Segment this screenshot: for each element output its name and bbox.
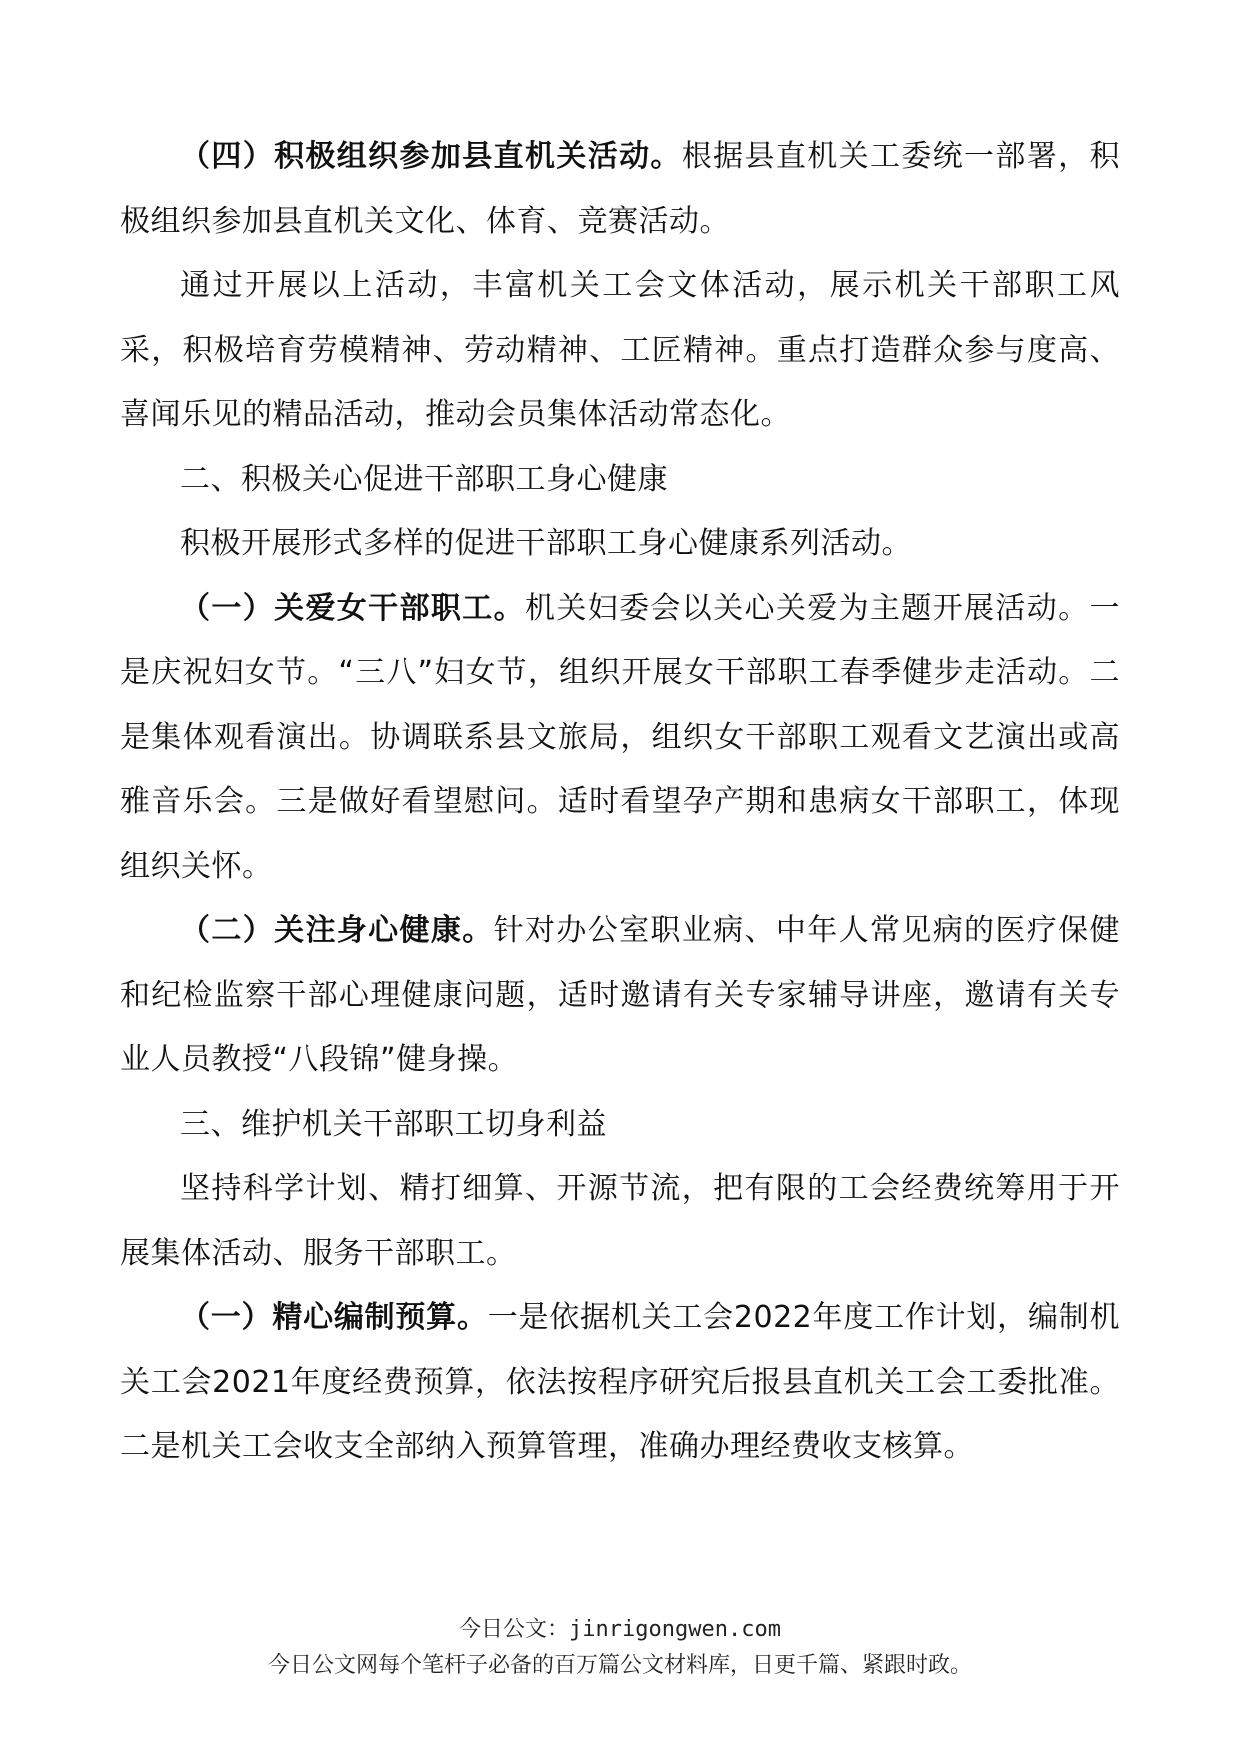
paragraph-health-care [120, 899, 1120, 1093]
paragraph-activities-4 [120, 125, 1120, 254]
paragraph-text: 积极开展形式多样的促进干部职工身心健康系列活动。 [180, 526, 912, 561]
paragraph-heading: （二）关注身心健康。 [180, 913, 494, 948]
paragraph-funds-intro [120, 1157, 1120, 1286]
paragraph-budget [120, 1286, 1120, 1480]
footer-site-label: 今日公文： [459, 1617, 570, 1642]
document-body [120, 125, 1120, 1480]
section-heading-2 [120, 448, 1120, 513]
section-heading-text: 三、维护机关干部职工切身利益 [180, 1106, 607, 1142]
paragraph-text: 机关妇委会以关心关爱为主题开展活动。一是庆祝妇女节。“三八”妇女节，组织开展女干部职工春季健步走活动。二是集体观看演出。协调联系县文旅局，组织女干部职工观看文艺演出或高雅音乐会。三是做好看望慰问。适时看望孕产期和患病女干部职工，体现组织关怀。 [120, 590, 1121, 884]
paragraph-text: 通过开展以上活动，丰富机关工会文体活动，展示机关干部职工风采，积极培育劳模精神、劳动精神、工匠精神。重点打造群众参与度高、喜闻乐见的精品活动，推动会员集体活动常态化。 [120, 268, 1120, 432]
paragraph-text: 根据县直机关工委统一部署，积极组织参加县直机关文化、体育、竞赛活动。 [120, 139, 1121, 239]
section-heading-3 [120, 1093, 1120, 1158]
paragraph-heading: （四）积极组织参加县直机关活动。 [180, 139, 682, 174]
section-heading-text: 二、积极关心促进干部职工身心健康 [180, 461, 668, 497]
paragraph-health-intro [120, 512, 1120, 577]
paragraph-heading: （一）精心编制预算。 [180, 1300, 488, 1335]
paragraph-summary [120, 254, 1120, 448]
footer-site-line [0, 1612, 1240, 1643]
paragraph-text: 针对办公室职业病、中年人常见病的医疗保健和纪检监察干部心理健康问题，适时邀请有关专家辅导讲座，邀请有关专业人员教授“八段锦”健身操。 [120, 913, 1121, 1077]
paragraph-women-care [120, 577, 1120, 900]
footer-site-link[interactable]: jinrigongwen.com [569, 1617, 781, 1642]
paragraph-text: 坚持科学计划、精打细算、开源节流，把有限的工会经费统筹用于开展集体活动、服务干部职工。 [120, 1171, 1120, 1271]
paragraph-heading: （一）关爱女干部职工。 [180, 590, 525, 626]
footer-slogan: 今日公文网每个笔杆子必备的百万篇公文材料库，日更千篇、紧跟时政。 [267, 1653, 972, 1678]
paragraph-text: 一是依据机关工会2022年度工作计划，编制机关工会2021年度经费预算，依法按程序研究后报县直机关工会工委批准。二是机关工会收支全部纳入预算管理，准确办理经费收支核算。 [120, 1300, 1120, 1464]
